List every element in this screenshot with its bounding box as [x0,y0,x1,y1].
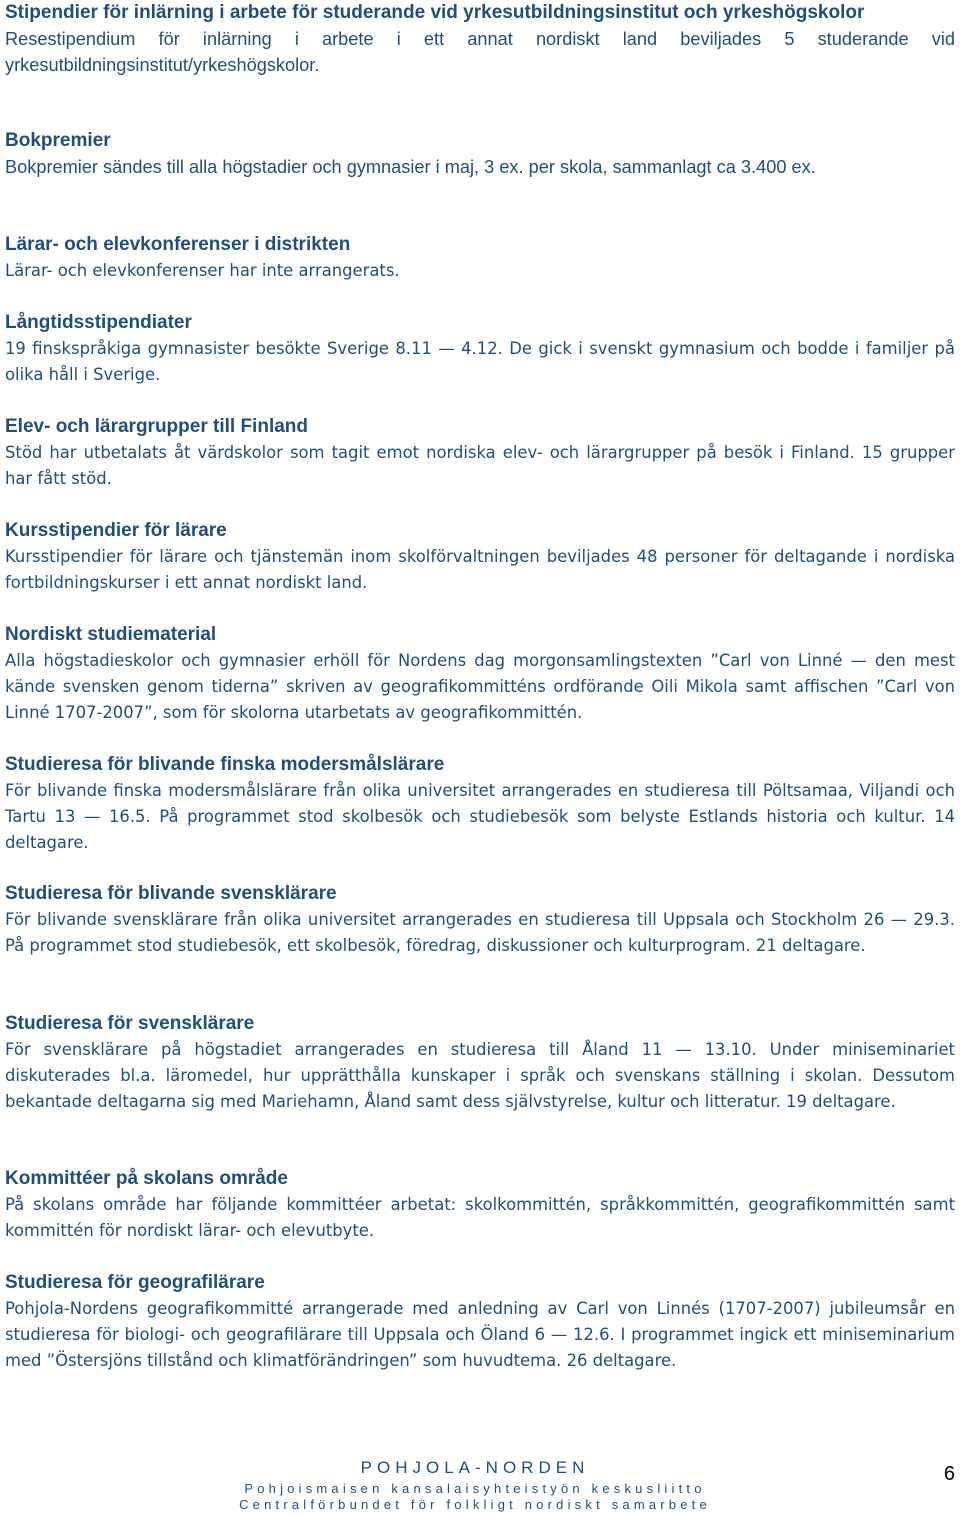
section-heading: Kommittéer på skolans område [5,1168,288,1189]
section-elevgrupper [5,414,955,492]
section-svensklarare [5,1011,955,1115]
section-body: Lärar- och elevkonferenser har inte arrangerats. [5,261,400,280]
section-heading: Studieresa för geografilärare [5,1272,265,1293]
section-konferenser [5,232,955,284]
section-body: Resestipendium för inlärning i arbete i ett annat nordiskt land beviljades 5 studerande vid yrkesutbildningsinstitut/yrkeshögskolor. [5,29,955,75]
page-number: 6 [943,1463,955,1485]
section-kursstipendier [5,518,955,596]
section-body: Stöd har utbetalats åt värdskolor som tagit emot nordiska elev- och lärargrupper på besök i Finland. 15 grupper har fått stöd. [5,443,955,488]
section-body: För svensklärare på högstadiet arrangerades en studieresa till Åland 11 — 13.10. Under miniseminariet diskuterades bl.a. läromedel, hur upprätthålla kunskaper i språk och svenskans ställning i skolan. Dessutom bekantade deltagarna sig med Mariehamn, Åland samt dess självstyrelse, kultur och litteratur. 19 deltagare. [5,1040,955,1111]
section-blivande-svensklarare [5,881,955,959]
section-body: För blivande finska modersmålslärare från olika universitet arrangerades en studieresa till Pöltsamaa, Viljandi och Tartu 13 — 16.5. På programmet stod skolbesök och studiebesök som belyste Estlands historia och kultur. 14 deltagare. [5,781,955,852]
section-body: 19 finskspråkiga gymnasister besökte Sverige 8.11 — 4.12. De gick i svenskt gymnasium och bodde i familjer på olika håll i Sverige. [5,339,955,384]
section-heading: Lärar- och elevkonferenser i distrikten [5,234,351,255]
section-body: På skolans område har följande kommittéer arbetat: skolkommittén, språkkommittén, geografikommittén samt kommittén för nordiskt lärar- och elevutbyte. [5,1195,955,1240]
section-heading: Studieresa för blivande finska modersmålslärare [5,754,445,775]
section-heading: Studieresa för blivande svensklärare [5,883,337,904]
section-body: Alla högstadieskolor och gymnasier erhöll för Nordens dag morgonsamlingstexten ”Carl von Linné — den mest kände svensken genom tiderna” skriven av geografikommitténs ordförande Oili Mikola samt affischen ”Carl von Linné 1707-2007”, som för skolorna utarbetats av geografikommittén. [5,651,955,722]
section-heading: Bokpremier [5,130,111,151]
section-stipendier [5,0,955,78]
section-studiematerial [5,622,955,726]
section-heading: Stipendier för inlärning i arbete för studerande vid yrkesutbildningsinstitut och yrkeshögskolor [5,2,865,23]
section-body: Pohjola-Nordens geografikommitté arrangerade med anledning av Carl von Linnés (1707-2007) jubileumsår en studieresa för biologi- och geografilärare till Uppsala och Öland 6 — 12.6. I programmet ingick ett miniseminarium med ”Östersjöns tillstånd och klimatförändringen” som huvudtema. 26 deltagare. [5,1299,955,1370]
organization-name: POHJOLA-NORDEN [360,1458,590,1477]
organization-subtitle-swedish: Centralförbundet för folkligt nordiskt samarbete [239,1497,711,1512]
section-kommitteer [5,1166,955,1244]
section-body: Bokpremier sändes till alla högstadier och gymnasier i maj, 3 ex. per skola, sammanlagt ca 3.400 ex. [5,157,816,177]
section-modersmalslarare [5,752,955,856]
section-heading: Studieresa för svensklärare [5,1013,255,1034]
page-footer [0,1455,960,1515]
section-geografilarare [5,1270,955,1374]
section-heading: Långtidsstipendiater [5,312,192,333]
section-body: Kursstipendier för lärare och tjänstemän inom skolförvaltningen beviljades 48 personer för deltagande i nordiska fortbildningskurser i ett annat nordiskt land. [5,547,955,592]
section-heading: Kursstipendier för lärare [5,520,227,541]
organization-subtitle-finnish: Pohjoismaisen kansalaisyhteistyön keskusliitto [244,1481,706,1496]
section-body: För blivande svensklärare från olika universitet arrangerades en studieresa till Uppsala och Stockholm 26 — 29.3. På programmet stod studiebesök, ett skolbesök, föredrag, diskussioner och kulturprogram. 21 deltagare. [5,910,955,955]
section-langtidsstipendiater [5,310,955,388]
section-heading: Elev- och lärargrupper till Finland [5,416,308,437]
section-heading: Nordiskt studiematerial [5,624,217,645]
section-bokpremier [5,128,955,180]
